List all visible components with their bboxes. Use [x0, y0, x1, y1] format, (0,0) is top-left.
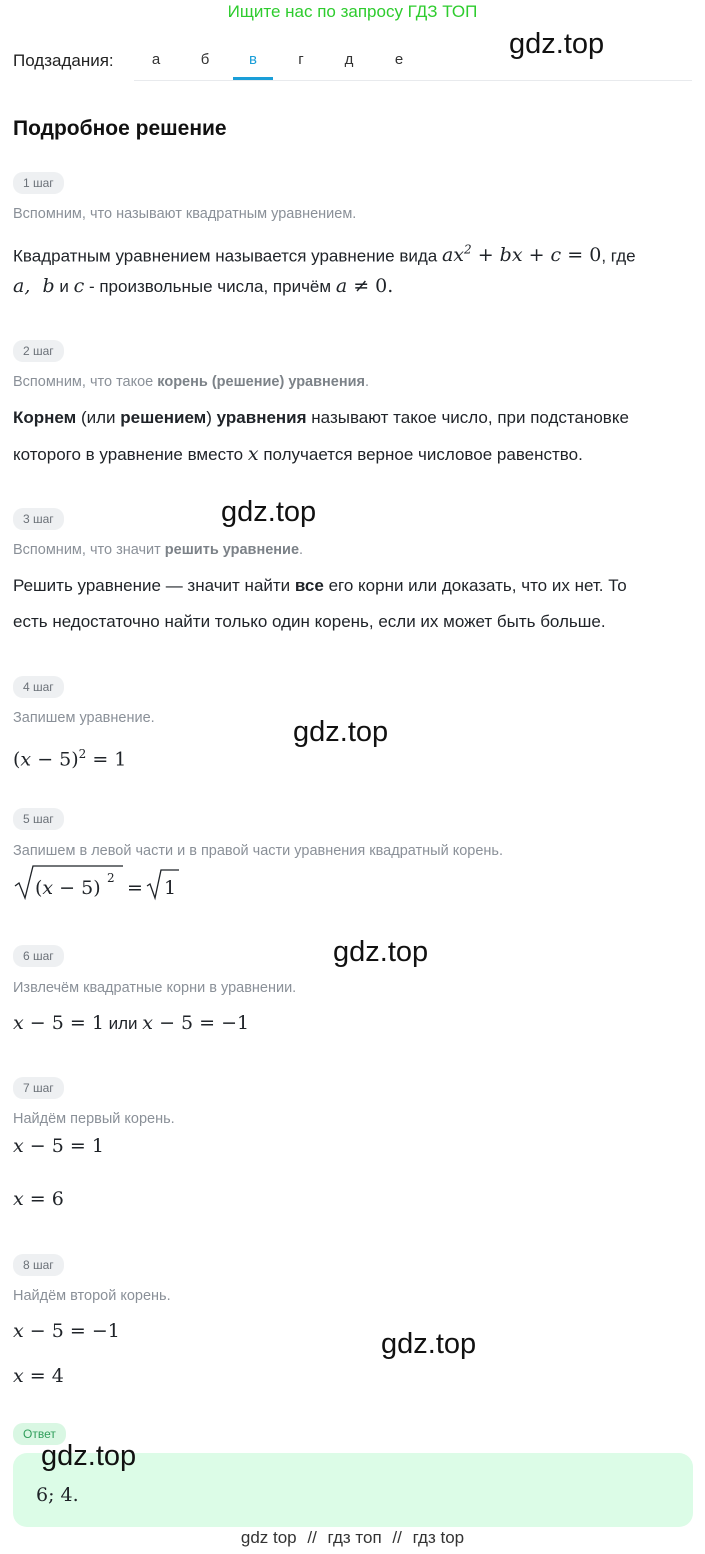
step-hint: Извлечём квадратные корни в уравнении. — [13, 980, 297, 996]
watermark: gdz.top — [293, 716, 389, 748]
watermark: gdz.top — [41, 1440, 137, 1472]
footer-links — [0, 1528, 705, 1548]
equation: x − 5 = 1 — [13, 1135, 104, 1157]
step-hint: Вспомним, что значит решить уравнение. — [13, 542, 304, 558]
step-hint: Найдём первый корень. — [13, 1111, 175, 1127]
step-hint: Запишем уравнение. — [13, 710, 155, 726]
tab-v-active[interactable]: в — [233, 51, 273, 80]
svg-text:(x − 5): (x − 5) — [35, 877, 101, 899]
subtasks-label: Подзадания: — [13, 51, 114, 70]
tab-e[interactable]: е — [394, 51, 404, 68]
watermark: gdz.top — [333, 936, 429, 968]
step-badge: 1 шаг — [13, 172, 64, 194]
quadratic-formula: $ax^2$ + bx + c = 0 — [441, 243, 602, 267]
step-text: которого в уравнение вместо x получается верное числовое равенство. — [13, 443, 583, 465]
tab-b[interactable]: б — [200, 51, 210, 68]
step-text: Решить уравнение — значит найти все его корни или доказать, что их нет. То — [13, 576, 627, 595]
step-hint: Вспомним, что называют квадратным уравнением. — [13, 206, 357, 222]
equation: $(x - 5)^2 = 1$ — [13, 747, 127, 771]
step-hint: Запишем в левой части и в правой части уравнения квадратный корень. — [13, 843, 503, 859]
step-badge: 4 шаг — [13, 676, 64, 698]
step-text: a, b и c - произвольные числа, причём a ≠ 0. — [13, 275, 394, 297]
equation: x = 6 — [13, 1188, 64, 1210]
equation: x − 5 = −1 — [13, 1320, 120, 1342]
step-badge: 2 шаг — [13, 340, 64, 362]
step-badge: 8 шаг — [13, 1254, 64, 1276]
step-text: Корнем (или решением) уравнения называют такое число, при подстановке — [13, 408, 629, 427]
search-banner: Ищите нас по запросу ГДЗ ТОП — [227, 2, 478, 21]
footer-separator: // — [392, 1528, 402, 1547]
watermark: gdz.top — [221, 496, 317, 528]
tab-a[interactable]: а — [151, 51, 161, 68]
footer-link[interactable]: гдз топ — [327, 1528, 382, 1547]
svg-text:2: 2 — [107, 871, 115, 885]
equation: x − 5 = 1 или x − 5 = −1 — [13, 1012, 250, 1034]
watermark: gdz.top — [509, 28, 605, 60]
footer-link[interactable]: gdz top — [240, 1528, 297, 1547]
step-badge: 7 шаг — [13, 1077, 64, 1099]
step-text: Квадратным уравнением называется уравнение вида $ax^2$ + bx + c = 0, где — [13, 243, 636, 267]
footer-link[interactable]: гдз top — [412, 1528, 465, 1547]
answer-value: 6; 4. — [36, 1484, 79, 1506]
answer-badge: Ответ — [13, 1423, 66, 1445]
tab-d[interactable]: д — [344, 51, 354, 68]
tab-g[interactable]: г — [298, 51, 304, 68]
svg-text:=: = — [127, 877, 143, 899]
step-hint: Найдём второй корень. — [13, 1288, 171, 1304]
step-badge: 6 шаг — [13, 945, 64, 967]
step-text: есть недостаточно найти только один корень, если их может быть больше. — [13, 612, 606, 631]
section-title: Подробное решение — [13, 117, 227, 140]
footer-separator: // — [307, 1528, 317, 1547]
step-badge: 5 шаг — [13, 808, 64, 830]
step-hint: Вспомним, что такое корень (решение) уравнения. — [13, 374, 370, 390]
sqrt-equation — [13, 862, 183, 907]
svg-text:1: 1 — [164, 877, 177, 899]
watermark: gdz.top — [381, 1328, 477, 1360]
subtask-tabs — [134, 44, 692, 81]
equation: x = 4 — [13, 1365, 64, 1387]
step-badge: 3 шаг — [13, 508, 64, 530]
